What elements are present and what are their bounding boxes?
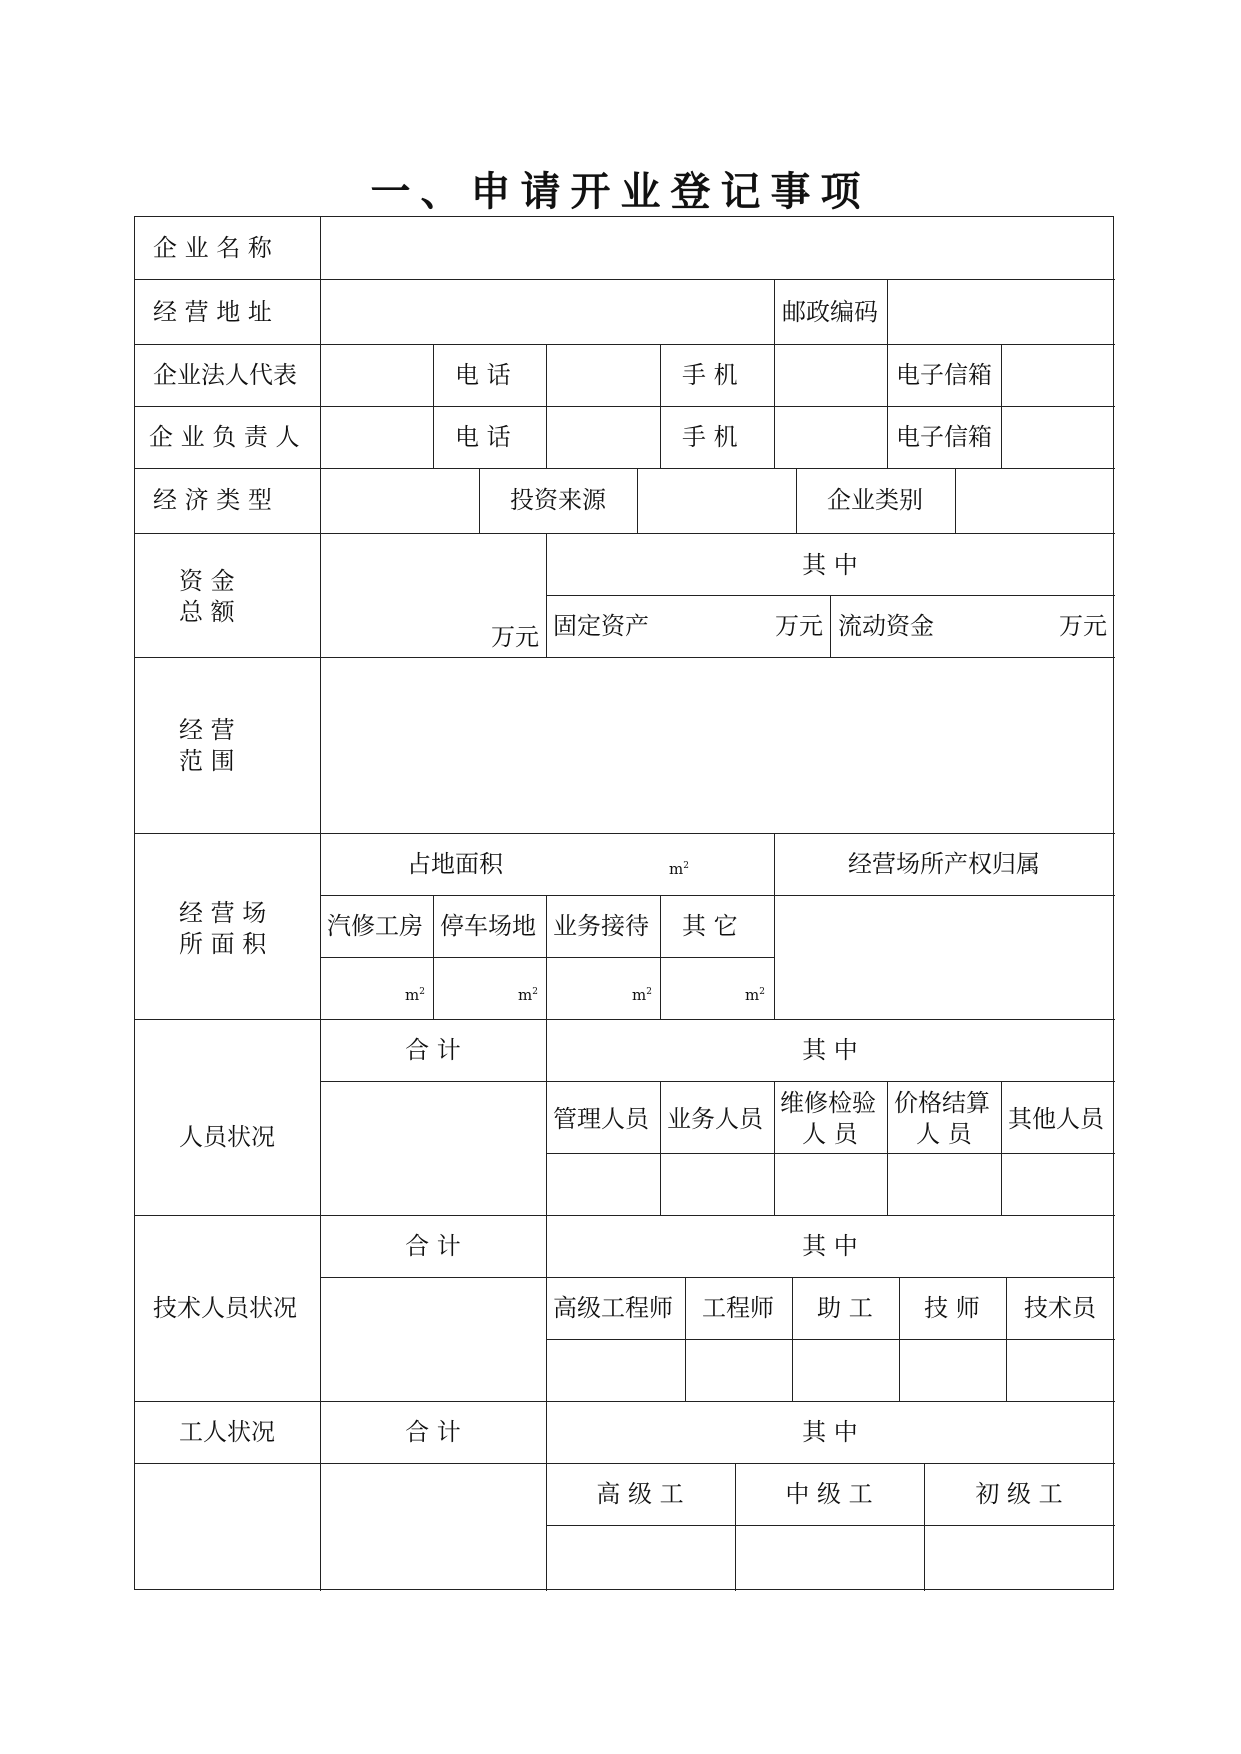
col-line <box>660 344 661 468</box>
page-title: 一、申请开业登记事项 <box>370 168 871 215</box>
other-staff-label: 其他人员 <box>1008 1105 1104 1133</box>
legal-rep-label: 企业法人代表 <box>153 361 297 389</box>
site-area-label-line1: 经 营 场 <box>179 899 267 927</box>
capital-label-line2: 总 额 <box>179 598 235 626</box>
capital-label-line1: 资 金 <box>179 567 235 595</box>
land-area-label: 占地面积 <box>407 850 503 878</box>
working-capital-unit: 万元 <box>1059 612 1107 640</box>
row-line <box>135 406 1115 407</box>
managers-label: 管理人员 <box>553 1105 649 1133</box>
staff-status-label: 人员状况 <box>179 1123 275 1151</box>
col-line <box>479 468 480 533</box>
econ-type-label: 经 济 类 型 <box>153 486 272 514</box>
manager-phone-label: 电 话 <box>455 423 511 451</box>
col-line <box>774 344 775 468</box>
row-line <box>135 1401 1115 1402</box>
col-line <box>774 833 775 1019</box>
col-line <box>887 279 888 344</box>
worker-qizhong-label: 其 中 <box>802 1418 858 1446</box>
registration-form-table <box>134 216 1114 1590</box>
col-line <box>637 468 638 533</box>
other-area-unit: $m^2$ <box>745 986 765 1004</box>
pricing-label-line2: 人 员 <box>916 1120 972 1148</box>
manager-email-label: 电子信箱 <box>896 423 992 451</box>
col-line <box>899 1277 900 1401</box>
address-label: 经 营 地 址 <box>153 298 272 326</box>
col-line <box>1006 1277 1007 1401</box>
col-line <box>433 895 434 1019</box>
manager-mobile-label: 手 机 <box>682 423 738 451</box>
legal-rep-email-label: 电子信箱 <box>896 361 992 389</box>
working-capital-label: 流动资金 <box>838 612 934 640</box>
fixed-assets-unit: 万元 <box>775 612 823 640</box>
col-line <box>685 1277 686 1401</box>
scope-label-line2: 范 围 <box>179 747 235 775</box>
col-line <box>660 895 661 1019</box>
col-line <box>546 1215 547 1401</box>
scope-label-line1: 经 营 <box>179 716 235 744</box>
col-line <box>546 533 547 657</box>
row-line <box>135 1215 1115 1216</box>
repair-inspect-label-line2: 人 员 <box>802 1120 858 1148</box>
row-line <box>546 1153 1115 1154</box>
postcode-label: 邮政编码 <box>782 298 878 326</box>
col-line <box>546 895 547 1019</box>
col-line <box>774 279 775 344</box>
capital-qizhong-label: 其 中 <box>802 551 858 579</box>
manager-label: 企 业 负 责 人 <box>149 423 300 451</box>
company-name-label: 企 业 名 称 <box>153 234 272 262</box>
company-category-label: 企业类别 <box>827 486 923 514</box>
row-line <box>320 1081 1115 1082</box>
row-line <box>135 279 320 280</box>
col-line <box>735 1463 736 1591</box>
col-line <box>796 468 797 533</box>
invest-source-label: 投资来源 <box>510 486 606 514</box>
col-line <box>1001 344 1002 468</box>
repair-inspect-label-line1: 维修检验 <box>780 1089 876 1117</box>
col-line <box>1001 1081 1002 1215</box>
land-area-unit: $m^2$ <box>669 860 689 878</box>
technician-label: 技 师 <box>924 1294 980 1322</box>
assistant-label: 助 工 <box>817 1294 873 1322</box>
row-line <box>135 657 1115 658</box>
worker-total-label: 合 计 <box>405 1418 461 1446</box>
row-line <box>546 1339 1115 1340</box>
repair-shop-label: 汽修工房 <box>327 912 423 940</box>
col-line <box>320 217 321 1591</box>
row-line <box>320 957 774 958</box>
capital-unit: 万元 <box>491 623 539 651</box>
col-line <box>660 1081 661 1215</box>
junior-worker-label: 初 级 工 <box>975 1480 1063 1508</box>
ownership-label: 经营场所产权归属 <box>848 850 1040 878</box>
col-line <box>924 1463 925 1591</box>
row-line <box>135 468 1115 469</box>
row-line <box>135 1463 1115 1464</box>
mid-worker-label: 中 级 工 <box>785 1480 873 1508</box>
staff-qizhong-label: 其 中 <box>802 1036 858 1064</box>
row-line <box>135 1019 1115 1020</box>
tech-qizhong-label: 其 中 <box>802 1232 858 1260</box>
col-line <box>792 1277 793 1401</box>
row-line <box>320 279 1115 280</box>
row-line <box>135 533 1115 534</box>
col-line <box>774 1081 775 1215</box>
col-line <box>887 1081 888 1215</box>
repair-shop-unit: $m^2$ <box>405 986 425 1004</box>
row-line <box>546 1525 1115 1526</box>
tech-worker-label: 技术员 <box>1024 1294 1096 1322</box>
col-line <box>433 344 434 468</box>
row-line <box>135 833 1115 834</box>
tech-staff-status-label: 技术人员状况 <box>153 1294 297 1322</box>
reception-label: 业务接待 <box>553 912 649 940</box>
tech-total-label: 合 计 <box>405 1232 461 1260</box>
reception-unit: $m^2$ <box>632 986 652 1004</box>
row-line <box>135 344 1115 345</box>
business-staff-label: 业务人员 <box>667 1105 763 1133</box>
other-area-label: 其 它 <box>682 912 738 940</box>
engineer-label: 工程师 <box>702 1294 774 1322</box>
row-line <box>320 895 1115 896</box>
legal-rep-phone-label: 电 话 <box>455 361 511 389</box>
senior-engineer-label: 高级工程师 <box>553 1294 673 1322</box>
legal-rep-mobile-label: 手 机 <box>682 361 738 389</box>
col-line <box>830 595 831 657</box>
col-line <box>546 344 547 468</box>
pricing-label-line1: 价格结算 <box>894 1089 990 1117</box>
parking-label: 停车场地 <box>440 912 536 940</box>
col-line <box>546 1401 547 1591</box>
col-line <box>955 468 956 533</box>
col-line <box>887 344 888 468</box>
col-line <box>546 1019 547 1215</box>
row-line <box>320 1277 1115 1278</box>
staff-total-label: 合 计 <box>405 1036 461 1064</box>
fixed-assets-label: 固定资产 <box>553 612 649 640</box>
worker-status-label: 工人状况 <box>179 1418 275 1446</box>
senior-worker-label: 高 级 工 <box>596 1480 684 1508</box>
parking-unit: $m^2$ <box>518 986 538 1004</box>
site-area-label-line2: 所 面 积 <box>179 930 267 958</box>
